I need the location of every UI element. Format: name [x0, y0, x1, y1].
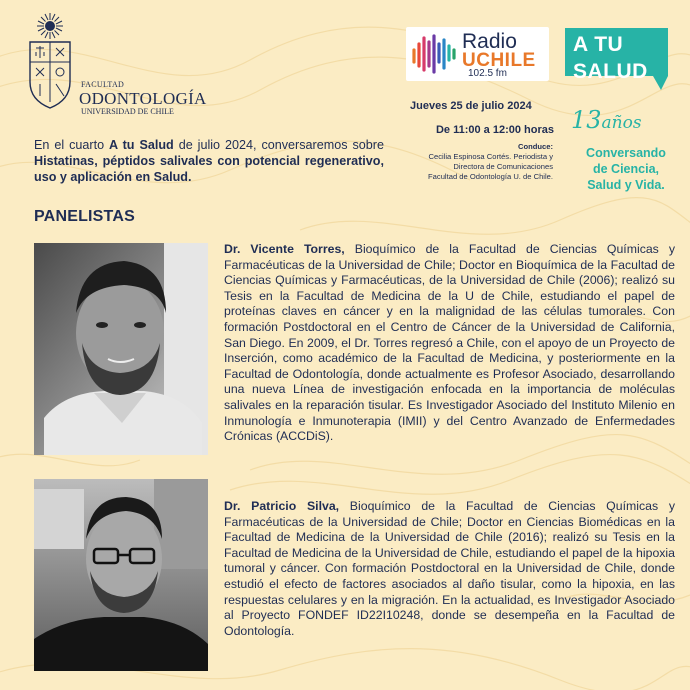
- anniversary-word: años: [601, 113, 642, 133]
- event-date: Jueves 25 de julio 2024: [410, 100, 532, 112]
- faculty-name: ODONTOLOGÍA: [79, 89, 207, 108]
- radio-uchile-logo: [406, 27, 549, 81]
- intro-text-2: de julio 2024, conversaremos sobre: [173, 138, 384, 152]
- intro-paragraph: [34, 137, 384, 185]
- program-logo-line1: A TU: [573, 33, 624, 56]
- tagline-line1: Conversando: [586, 146, 666, 160]
- panelist-bio-patricio-silva: [224, 499, 675, 639]
- portrait-image: [34, 479, 208, 671]
- a-tu-salud-logo: [565, 28, 668, 90]
- host-line2: Directora de Comunicaciones: [453, 162, 553, 171]
- university-name: UNIVERSIDAD DE CHILE: [81, 107, 174, 116]
- tagline-line3: Salud y Vida.: [587, 178, 665, 192]
- panelist-bio-text: Bioquímico de la Facultad de Ciencias Químicas y Farmacéuticas de la Universidad de Chile; Doctor en Ciencias Biomédicas en la Facultad de Medicina de la Universidad de Chile (2016); realizó su Tesis en la Facultad de Medicina de la Universidad de Chile, estudiando el papel de la hipoxia tumoral y cáncer. Con formación Postdoctoral en la Universidad de Chile, donde estudió el efecto de factores asociados al daño tisular, como la hipoxia, en las respuestas celulares y en la migración. En la actualidad, es Investigador Asociado al Proyecto FONDEF ID22I10248, donde se desempeña en la Facultad de Odontología.: [224, 499, 675, 638]
- host-line3: Facultad de Odontología U. de Chile.: [428, 172, 553, 181]
- panelist-bio-vicente-torres: [224, 242, 675, 445]
- event-time: De 11:00 a 12:00 horas: [435, 124, 554, 136]
- panelist-bio-text: Bioquímico de la Facultad de Ciencias Químicas y Farmacéuticas de la Universidad de Chile; Doctor en Bioquímica de la Facultad de Ciencias Químicas y Farmacéuticas, de la Universidad de Chile (2006); realizó su Tesis en la Facultad de Medicina de la U de Chile, estudiando el papel de proteínas claves en cáncer y en la malignidad de las células tumorales. Con formación Postdoctoral en el Centro de Cáncer de la Universidad de California, San Diego. En 2009, el Dr. Torres regresó a Chile, con el apoyo de un Proyecto de Inserción, como académico de la Facultad de Medicina, y posteriormente en la Facultad de Odontología, donde actualmente es Profesor Asociado, desarrollando una nueva Línea de investigación enfocada en la importancia de moléculas salivales en la reparación tisular. Es Investigador Asociado del Instituto Milenio en Inmunología e Inmunoterapia (IMII) y del Centro Avanzado de Enfermedades Crónicas (ACCDiS).: [224, 242, 675, 444]
- panelist-name: Dr. Vicente Torres,: [224, 242, 345, 256]
- program-logo-line2: SALUD: [573, 60, 648, 83]
- panelist-photo-patricio-silva: [34, 479, 208, 671]
- anniversary-badge: [571, 106, 642, 134]
- panelist-photo-vicente-torres: [34, 243, 208, 455]
- university-seal-icon: [26, 12, 74, 112]
- intro-program-name: A tu Salud: [109, 138, 174, 152]
- portrait-image: [34, 243, 208, 455]
- radio-brand: UCHILE: [462, 50, 536, 71]
- radio-frequency: 102.5 fm: [468, 68, 507, 79]
- intro-topic: Histatinas, péptidos salivales con potencial regenerativo, uso y aplicación en Salud.: [34, 154, 384, 184]
- tagline-line2: de Ciencia,: [593, 162, 659, 176]
- host-heading: Conduce:: [517, 142, 553, 151]
- host-info: [407, 142, 553, 182]
- panelist-name: Dr. Patricio Silva,: [224, 499, 340, 513]
- faculty-label: FACULTAD: [81, 80, 125, 89]
- panelists-heading: PANELISTAS: [34, 208, 135, 225]
- anniversary-number: 13: [571, 106, 602, 134]
- university-logo: [26, 12, 226, 116]
- sound-wave-icon: [411, 32, 459, 76]
- program-tagline: [566, 145, 686, 193]
- host-line1: Cecilia Espinosa Cortés. Periodista y: [428, 152, 553, 161]
- radio-name: Radio: [462, 30, 517, 53]
- intro-text-1: En el cuarto: [34, 138, 110, 152]
